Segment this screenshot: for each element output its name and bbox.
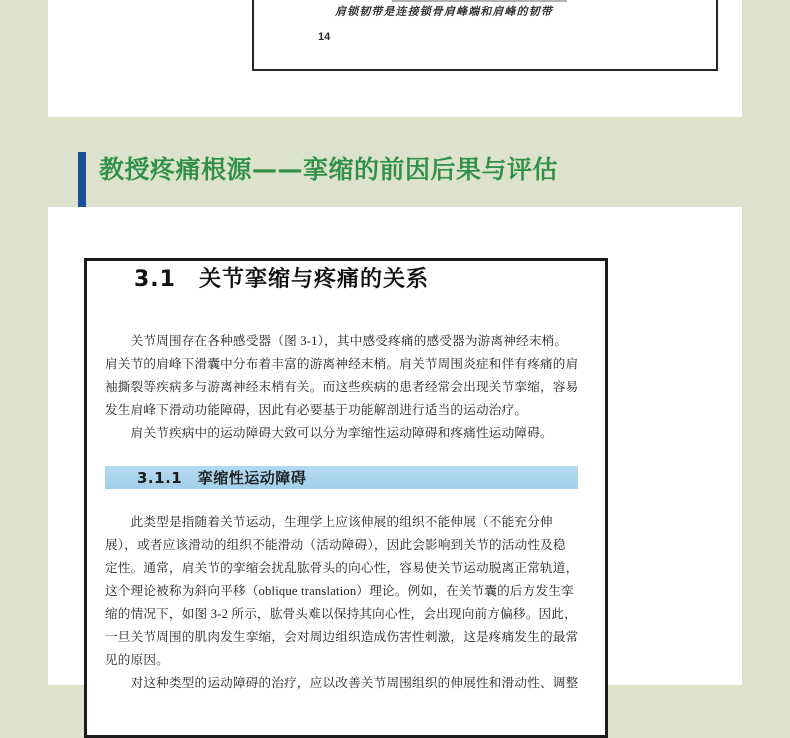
subsection-heading: 3.1.1 挛缩性运动障碍 bbox=[137, 469, 307, 487]
text-line: 见的原因。 bbox=[105, 653, 169, 667]
paragraphs-bottom bbox=[105, 511, 578, 695]
text-line: 关节周围存在各种感受器（图 3-1），其中感受疼痛的感受器为游离神经末梢。 bbox=[105, 334, 568, 348]
text-line: 袖撕裂等疾病多与游离神经末梢有关。而这些疾病的患者经常会出现关节挛缩，容易 bbox=[105, 380, 578, 394]
text-line: 缩的情况下，如图 3-2 所示，肱骨头难以保持其向心性，会出现向前方偏移。因此， bbox=[105, 607, 577, 621]
cutoff-text-line bbox=[392, 0, 567, 2]
section-page-box bbox=[84, 258, 608, 738]
previous-page-panel bbox=[48, 0, 742, 117]
paragraphs-top bbox=[105, 330, 578, 445]
text-line: 此类型是指随着关节运动，生理学上应该伸展的组织不能伸展（不能充分伸 bbox=[105, 515, 553, 529]
text-line: 展），或者应该滑动的组织不能滑动（活动障碍），因此会影响到关节的活动性及稳 bbox=[105, 538, 566, 552]
text-line: 发生肩峰下滑动功能障碍，因此有必要基于功能解剖进行适当的运动治疗。 bbox=[105, 403, 528, 417]
section-heading: 3.1 关节挛缩与疼痛的关系 bbox=[134, 267, 429, 292]
text-line: 定性。通常，肩关节的挛缩会扰乱肱骨头的向心性，容易使关节运动脱离正常轨道， bbox=[105, 561, 578, 575]
page-number: 14 bbox=[318, 31, 331, 43]
chapter-title: 教授疼痛根源——挛缩的前因后果与评估 bbox=[99, 155, 559, 184]
text-line: 这个理论被称为斜向平移（oblique translation）理论。例如，在关节囊的后方发生挛 bbox=[105, 584, 574, 598]
text-line: 对这种类型的运动障碍的治疗，应以改善关节周围组织的伸展性和滑动性、调整 bbox=[105, 676, 578, 690]
previous-page-scan bbox=[252, 0, 718, 71]
text-line: 一旦关节周围的肌肉发生挛缩，会对周边组织造成伤害性刺激，这是疼痛发生的最常 bbox=[105, 630, 578, 644]
text-line: 肩关节的肩峰下滑囊中分布着丰富的游离神经末梢。肩关节周围炎症和伴有疼痛的肩 bbox=[105, 357, 578, 371]
figure-caption: 肩锁韧带是连接锁骨肩峰端和肩峰的韧带 bbox=[335, 6, 553, 18]
subsection-header-bar bbox=[105, 466, 578, 489]
text-line: 肩关节疾病中的运动障碍大致可以分为挛缩性运动障碍和疼痛性运动障碍。 bbox=[105, 426, 553, 440]
